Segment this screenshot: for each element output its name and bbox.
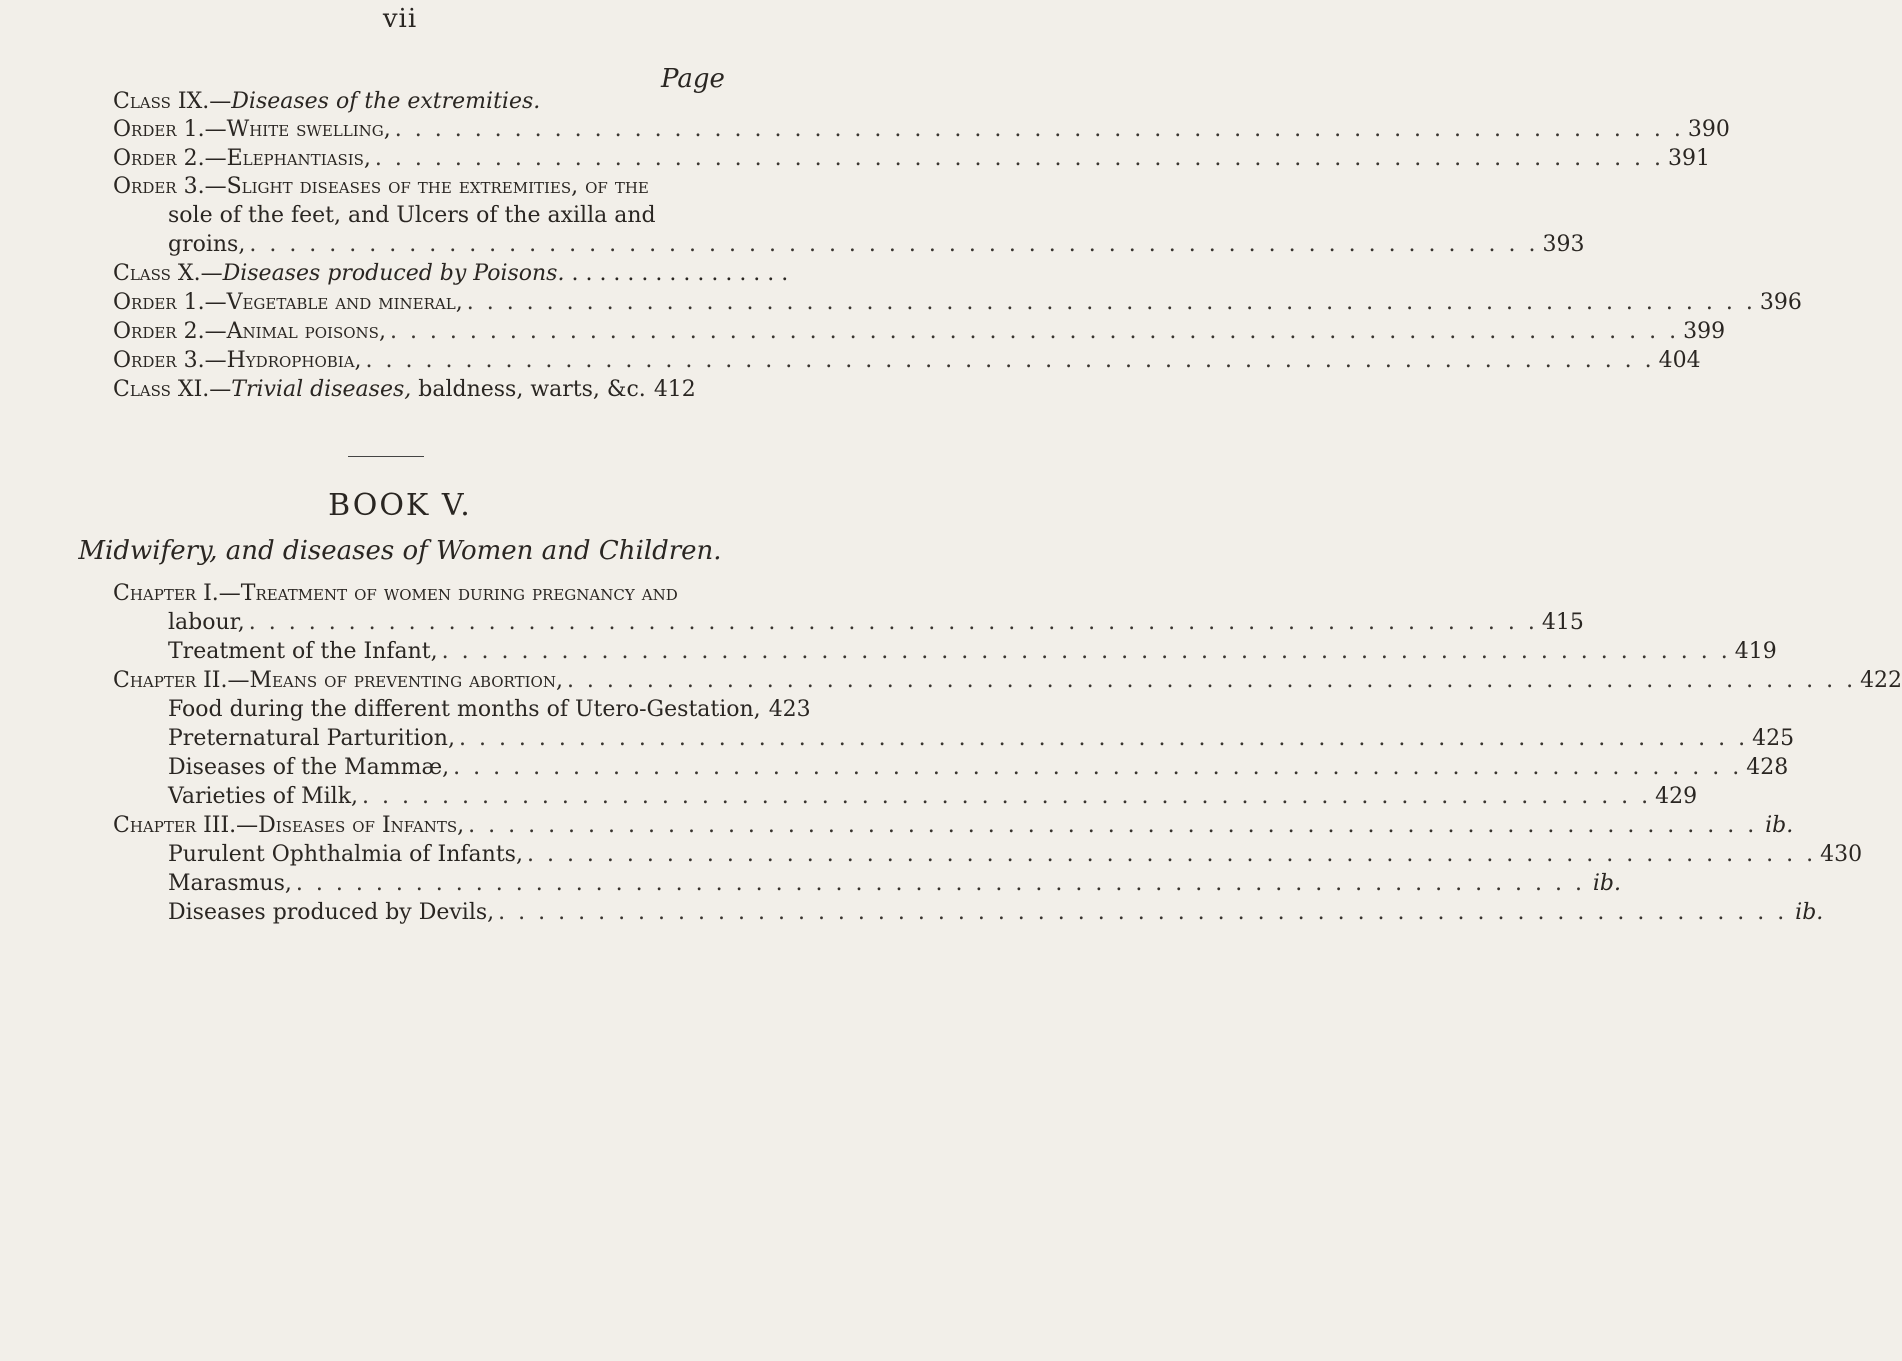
section-divider [348, 456, 424, 457]
toc-entry-line [113, 173, 693, 201]
toc-entry-page: ib. [1592, 871, 1622, 896]
toc-entry-page: 419 [1734, 639, 1777, 664]
toc-entry-page: 404 [1658, 348, 1701, 373]
leader-dots: . . . . . . . . . . . . . . . . . . . . . . . . . . . . . . . . . . . . . . . . . . . . . . . . . . . . . . . . . . . . . . . . . [526, 842, 1817, 867]
toc-entry-label: Diseases of the Mammæ, [168, 755, 450, 780]
toc-entry [168, 609, 1584, 637]
toc-entry-label: Order 1.—White swelling, [113, 117, 391, 142]
toc-entry-label: Marasmus, [168, 871, 292, 896]
leader-dots: . . . . . . . . . . . . . . . . . . . . . . . . . . . . . . . . . . . . . . . . . . . . . . . . . . . . . . . . . . . . . . . . . [295, 871, 1586, 896]
toc-entry-page: 423 [768, 697, 811, 722]
leader-dots: . . . . . . . . . . . . . . . . . . . . . . . . . . . . . . . . . . . . . . . . . . . . . . . . . . . . . . . . . . . . . . . . . [248, 610, 1538, 635]
page-column-label: Page [661, 64, 725, 94]
toc-entry-label: Varieties of Milk, [168, 784, 359, 809]
class-10-title: Diseases produced by Poisons. [222, 261, 565, 286]
toc-entry-label: Order 3.—Slight diseases of the extremities, of the [113, 174, 649, 199]
toc-entry [168, 870, 1622, 898]
toc-entry-page: 412 [653, 377, 696, 402]
toc-entry-page: 393 [1542, 232, 1585, 257]
leader-dots: . . . . . . . . . . . . . . . . . . . . . . . . . . . . . . . . . . . . . . . . . . . . . . . . . . . . . . . . . . . . . . . . . [374, 146, 1665, 171]
toc-entry-label: Order 1.—Vegetable and mineral, [113, 290, 463, 315]
toc-entry-label: Treatment of the Infant, [168, 639, 438, 664]
leader-dots: . . . . . . . . . . . . . . . . . . . . . . . . . . . . . . . . . . . . . . . . . . . . . . . . . . . . . . . . . . . . . . . . . [468, 813, 1758, 838]
toc-entry [168, 231, 1585, 259]
leader-dots: . . . . . . . . . . . . . . . . [564, 261, 789, 286]
class-11-title-rest: baldness, warts, &c. [418, 377, 646, 402]
class-9-heading [113, 88, 693, 116]
leader-dots: . . . . . . . . . . . . . . . . . . . . . . . . . . . . . . . . . . . . . . . . . . . . . . . . . . . . . . . . . . . . . . . . . [389, 319, 1680, 344]
toc-entry [168, 638, 1777, 666]
toc-entry [168, 696, 811, 724]
toc-entry-page: 428 [1746, 755, 1789, 780]
book-heading: BOOK V. [328, 488, 472, 523]
leader-dots: . . . . . . . . . . . . . . . . . . . . . . . . . . . . . . . . . . . . . . . . . . . . . . . . . . . . . . . . . . . . . . . . . [365, 348, 1655, 373]
leader-dots: . . . . . . . . . . . . . . . . . . . . . . . . . . . . . . . . . . . . . . . . . . . . . . . . . . . . . . . . . . . . . . . . . [362, 784, 1652, 809]
class-10-heading [113, 260, 789, 288]
leader-dots: . . . . . . . . . . . . . . . . . . . . . . . . . . . . . . . . . . . . . . . . . . . . . . . . . . . . . . . . . . . . . . . . . [453, 755, 1743, 780]
toc-entry-label: Food during the different months of Utero-Gestation, [168, 697, 761, 722]
toc-entry-label: Preternatural Parturition, [168, 726, 455, 751]
toc-entry-page: ib. [1765, 813, 1794, 838]
toc-entry-label: Purulent Ophthalmia of Infants, [168, 842, 523, 867]
class-11-title: Trivial diseases, [231, 377, 412, 402]
class-11-prefix: Class XI.— [113, 377, 232, 402]
toc-entry-label-cont: sole of the feet, and Ulcers of the axilla and [168, 203, 656, 228]
chapter-2-label: Chapter II.—Means of preventing abortion, [113, 668, 563, 693]
class-9-title: Diseases of the extremities. [231, 89, 541, 114]
toc-entry-label: Order 2.—Animal poisons, [113, 319, 386, 344]
class-10-prefix: Class X.— [113, 261, 223, 286]
toc-entry-page: 391 [1668, 146, 1711, 171]
class-11-heading [113, 376, 696, 404]
toc-entry [168, 899, 1824, 927]
toc-entry [113, 318, 1726, 346]
toc-entry-page: 390 [1687, 117, 1730, 142]
toc-entry-page: 422 [1860, 668, 1902, 693]
toc-entry-line [168, 202, 693, 230]
leader-dots: . . . . . . . . . . . . . . . . . . . . . . . . . . . . . . . . . . . . . . . . . . . . . . . . . . . . . . . . . . . . . . . . . [249, 232, 1539, 257]
toc-entry-page: 430 [1820, 842, 1863, 867]
toc-entry-page: 396 [1759, 290, 1802, 315]
page-folio: vii [382, 4, 418, 34]
toc-entry-page: 399 [1683, 319, 1726, 344]
toc-entry [168, 754, 1789, 782]
toc-entry-label: Diseases produced by Devils, [168, 900, 495, 925]
toc-entry [113, 145, 1711, 173]
toc-entry-page: 429 [1655, 784, 1698, 809]
toc-entry [113, 347, 1701, 375]
class-9-prefix: Class IX.— [113, 89, 232, 114]
chapter-1-label: Chapter I.—Treatment of women during pregnancy and [113, 581, 678, 606]
toc-entry-page: ib. [1795, 900, 1824, 925]
leader-dots: . . . . . . . . . . . . . . . . . . . . . . . . . . . . . . . . . . . . . . . . . . . . . . . . . . . . . . . . . . . . . . . . . [441, 639, 1731, 664]
toc-entry-page: 425 [1752, 726, 1795, 751]
toc-entry-label: Order 2.—Elephantiasis, [113, 146, 371, 171]
leader-dots: . . . . . . . . . . . . . . . . . . . . . . . . . . . . . . . . . . . . . . . . . . . . . . . . . . . . . . . . . . . . . . . . . [566, 668, 1857, 693]
chapter-3-heading [113, 812, 1794, 840]
leader-dots: . . . . . . . . . . . . . . . . . . . . . . . . . . . . . . . . . . . . . . . . . . . . . . . . . . . . . . . . . . . . . . . . . [394, 117, 1684, 142]
toc-entry-label-cont: groins, [168, 232, 246, 257]
toc-entry-page: 415 [1541, 610, 1584, 635]
chapter-1-heading [113, 580, 693, 608]
leader-dots: . . . . . . . . . . . . . . . . . . . . . . . . . . . . . . . . . . . . . . . . . . . . . . . . . . . . . . . . . . . . . . . . . [466, 290, 1756, 315]
book-subtitle: Midwifery, and diseases of Women and Children. [78, 536, 722, 566]
toc-entry [168, 725, 1795, 753]
leader-dots: . . . . . . . . . . . . . . . . . . . . . . . . . . . . . . . . . . . . . . . . . . . . . . . . . . . . . . . . . . . . . . . . . [458, 726, 1749, 751]
chapter-3-label: Chapter III.—Diseases of Infants, [113, 813, 465, 838]
toc-entry-label-cont: labour, [168, 610, 245, 635]
leader-dots: . . . . . . . . . . . . . . . . . . . . . . . . . . . . . . . . . . . . . . . . . . . . . . . . . . . . . . . . . . . . . . . . . [498, 900, 1788, 925]
toc-entry [168, 783, 1698, 811]
toc-entry [113, 116, 1730, 144]
toc-entry [113, 289, 1802, 317]
chapter-2-heading [113, 667, 1902, 695]
toc-entry-label: Order 3.—Hydrophobia, [113, 348, 362, 373]
toc-entry [168, 841, 1863, 869]
